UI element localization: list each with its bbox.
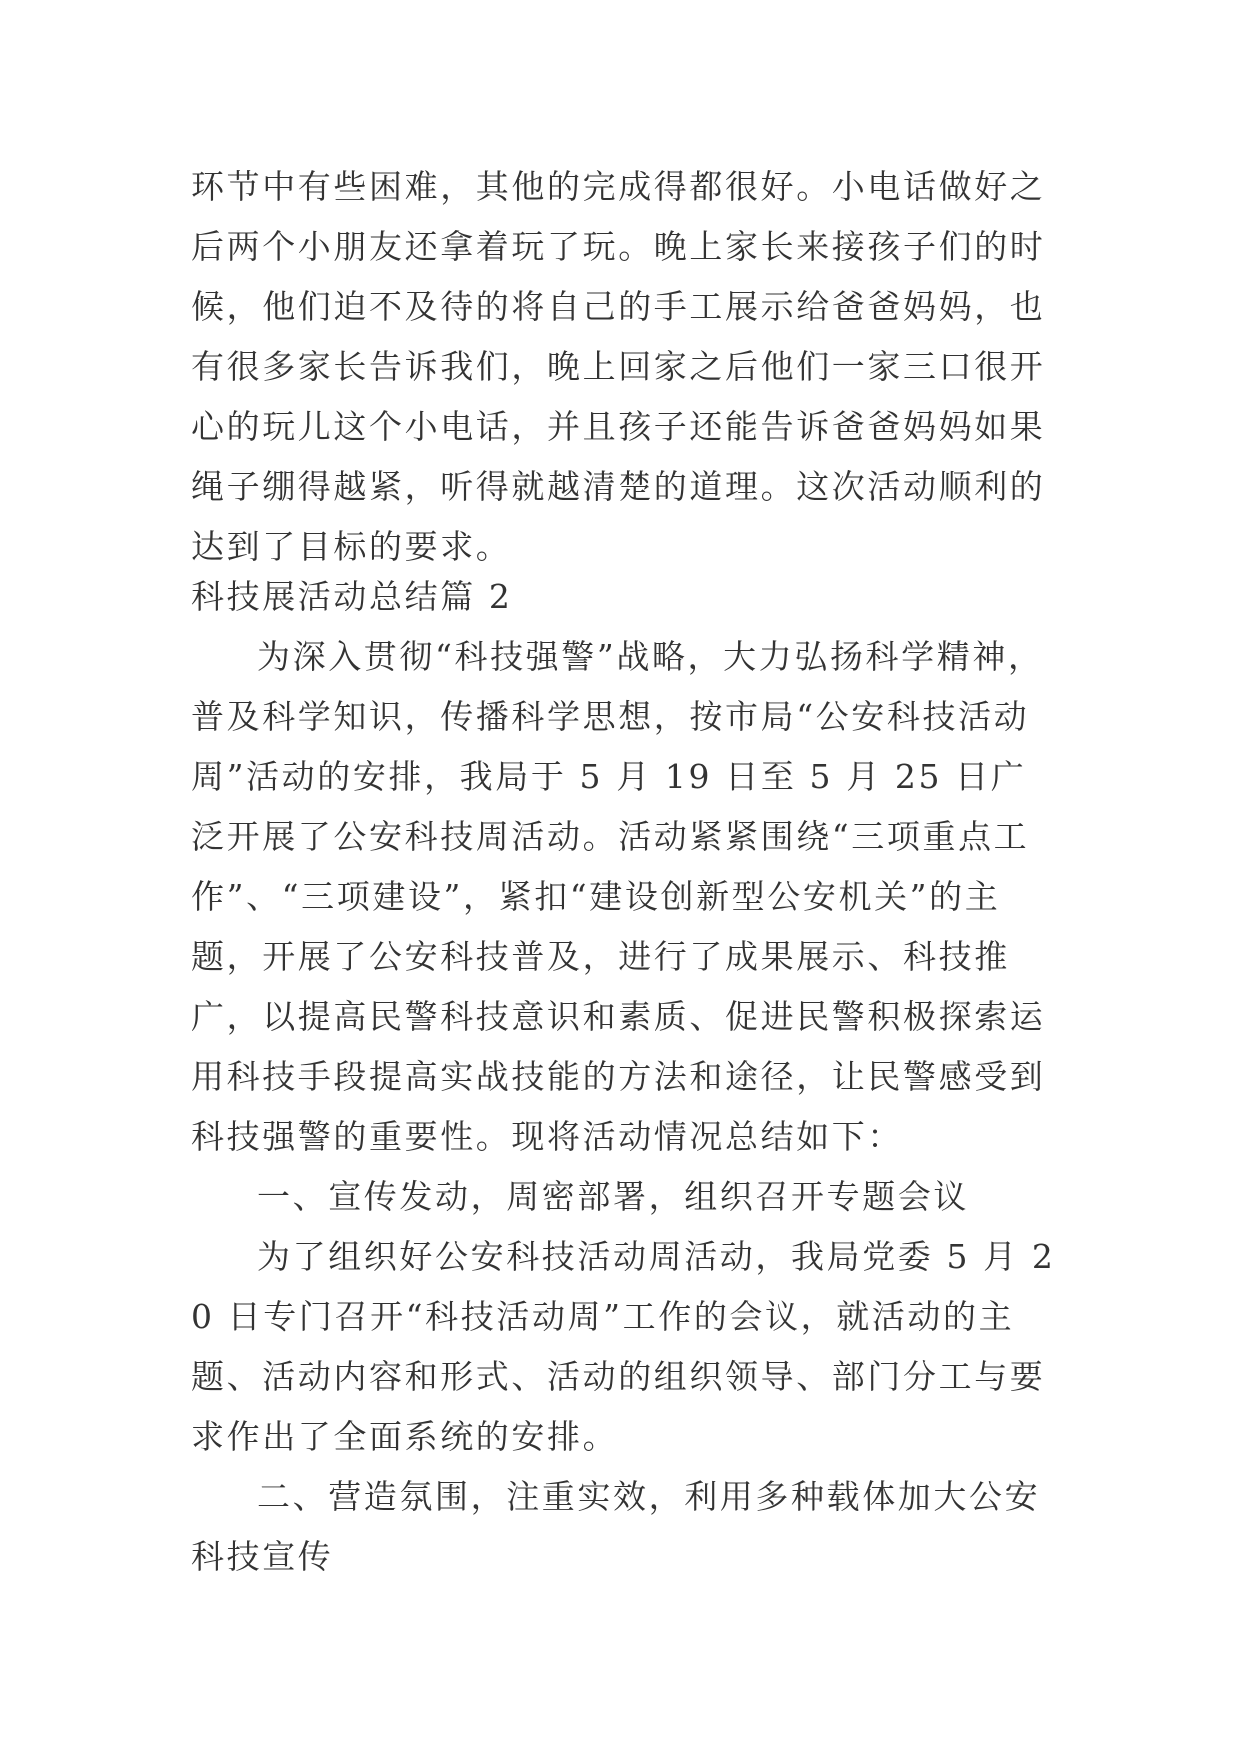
heading-publicity-deployment: 一、宣传发动，周密部署，组织召开专题会议 (257, 1177, 969, 1216)
heading-atmosphere-promotion: 二、营造氛围，注重实效，利用多种载体加大公安科技宣传 (191, 1477, 1041, 1576)
paragraph-meeting: 为了组织好公安科技活动周活动，我局党委 5 月 20 日专门召开“科技活动周”工作的会议，就活动的主题、活动内容和形式、活动的组织领导、部门分工与要求作出了全面系统的安排。 (191, 1237, 1056, 1456)
intro-paragraph: 环节中有些困难，其他的完成得都很好。小电话做好之后两个小朋友还拿着玩了玩。晚上家长来接孩子们的时候，他们迫不及待的将自己的手工展示给爸爸妈妈，也有很多家长告诉我们，晚上回家之后他们一家三口很开心的玩儿这个小电话，并且孩子还能告诉爸爸妈妈如果绳子绷得越紧，听得就越清楚的道理。这次活动顺利的达到了目标的要求。 (191, 167, 1046, 566)
paragraph-overview: 为深入贯彻“科技强警”战略，大力弘扬科学精神，普及科学知识，传播科学思想，按市局“公安科技活动周”活动的安排，我局于 5 月 19 日至 5 月 25 日广泛开展了公安科技周活动。活动紧紧围绕“三项重点工作”、“三项建设”，紧扣“建设创新型公安机关”的主题，开展了公安科技普及，进行了成果展示、科技推广，以提高民警科技意识和素质、促进民警积极探索运用科技手段提高实战技能的方法和途径，让民警感受到科技强警的重要性。现将活动情况总结如下： (191, 637, 1046, 1156)
section-title: 科技展活动总结篇 2 (191, 577, 513, 616)
